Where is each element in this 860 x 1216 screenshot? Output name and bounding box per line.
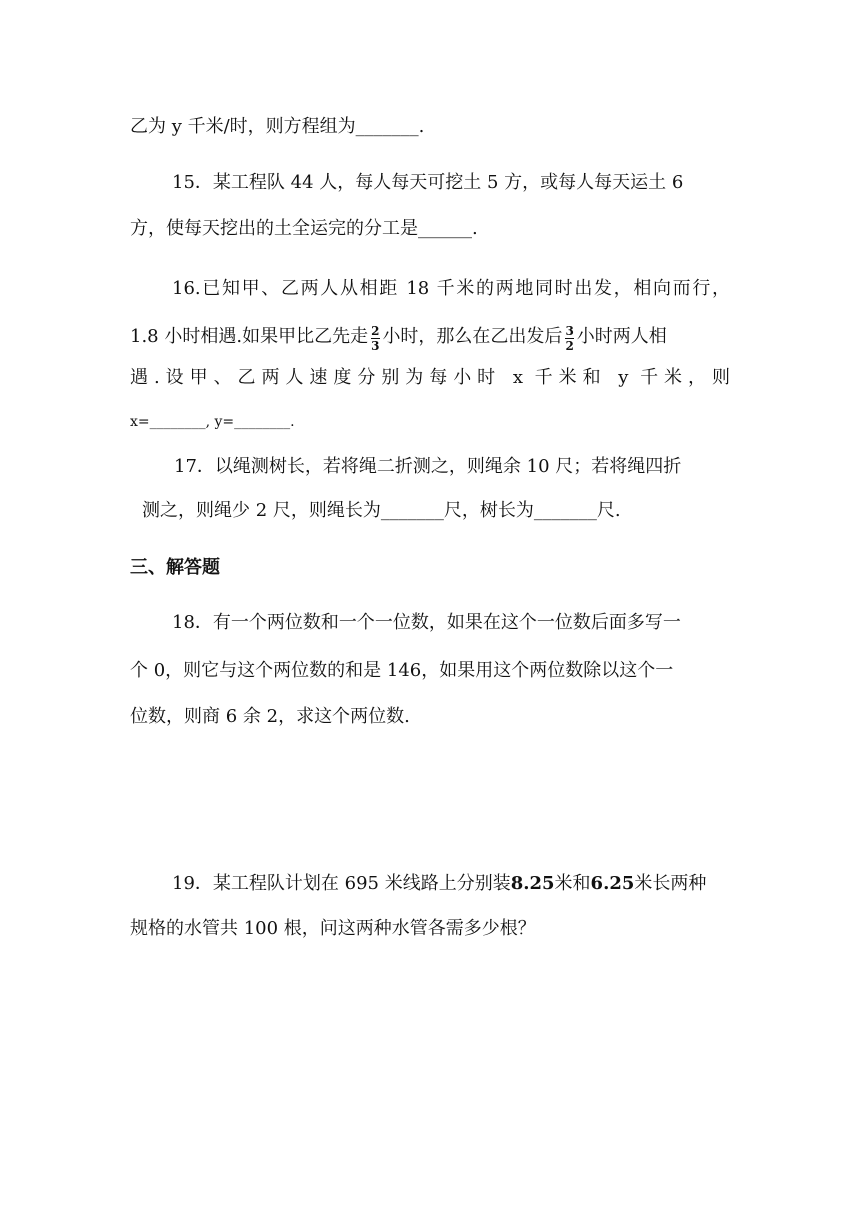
length-6-25: 6.25: [590, 873, 635, 894]
q16-line4: x=________, y=________.: [130, 414, 295, 430]
q17-line2: 测之，则绳少 2 尺，则绳长为_______尺，树长为_______尺.: [142, 500, 621, 521]
q16-line3: 遇.设甲、乙两人速度分别为每小时 x 千米和 y 千米，则: [130, 367, 730, 388]
section-title: 三、解答题: [130, 557, 220, 578]
q15-line2: 方，使每天挖出的土全运完的分工是______.: [130, 218, 478, 239]
q16-line2: [130, 325, 730, 352]
q14-tail: 乙为 y 千米/时，则方程组为_______.: [130, 116, 425, 137]
q16-line2-part-c: 小时两人相: [576, 326, 667, 347]
q19-line1-part-c: 米长两种: [634, 873, 707, 894]
q18-line2: 个 0，则它与这个两位数的和是 146，如果用这个两位数除以这个一: [130, 660, 674, 681]
q19-line1-part-b: 米和: [554, 873, 591, 894]
q16-line1: 16.已知甲、乙两人从相距 18 千米的两地同时出发，相向而行，: [172, 278, 730, 299]
q16-line2-part-b: 小时，那么在乙出发后: [382, 326, 563, 347]
fraction-three-halves: $\frac{3}{2}$: [565, 324, 574, 354]
q15-line1: 15．某工程队 44 人，每人每天可挖土 5 方，或每人每天运土 6: [172, 172, 684, 193]
q16-line2-part-a: 1.8 小时相遇.如果甲比乙先走: [130, 326, 369, 347]
length-8-25: 8.25: [510, 873, 555, 894]
q19-line1-part-a: 19．某工程队计划在 695 米线路上分别装: [172, 873, 511, 894]
q18-line3: 位数，则商 6 余 2，求这个两位数.: [130, 706, 410, 727]
q18-line1: 18．有一个两位数和一个一位数，如果在这个一位数后面多写一: [172, 612, 681, 633]
fraction-two-thirds: $\frac{2}{3}$: [371, 324, 380, 354]
q19-line2: 规格的水管共 100 根，问这两种水管各需多少根？: [130, 918, 536, 939]
q17-line1: 17．以绳测树长，若将绳二折测之，则绳余 10 尺；若将绳四折: [174, 456, 682, 477]
q19-line1: [172, 872, 730, 896]
